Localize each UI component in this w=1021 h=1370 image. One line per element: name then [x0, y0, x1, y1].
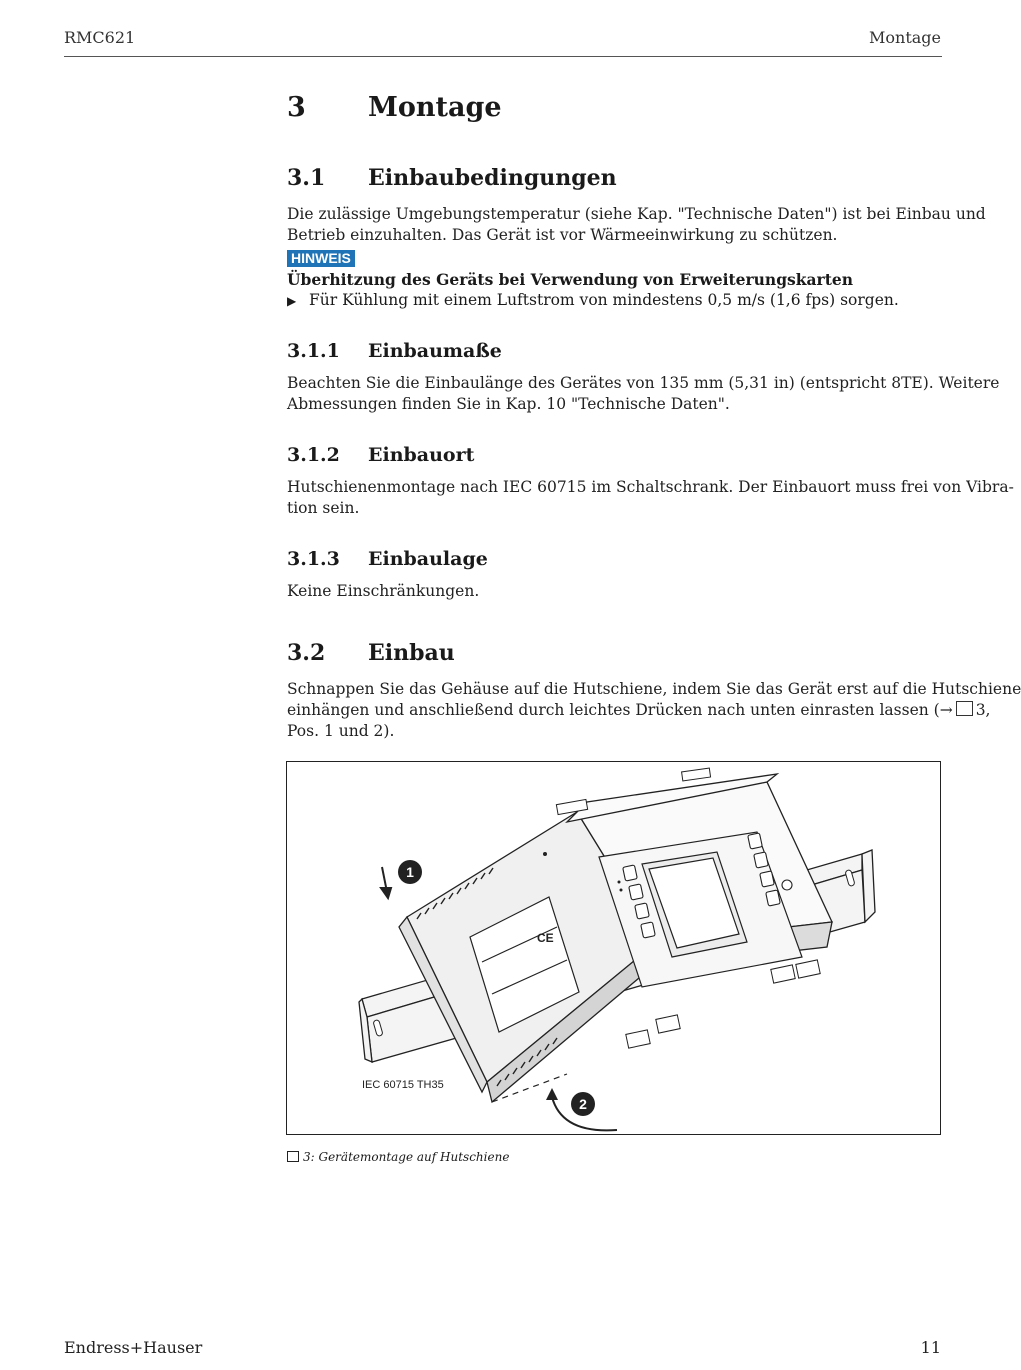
ce-mark: CE [537, 931, 554, 945]
section-title: Einbaulage [368, 548, 488, 570]
paragraph-line: Pos. 1 und 2). [287, 722, 395, 740]
section-title: Einbaumaße [368, 340, 502, 362]
section-heading-einbauort [287, 444, 474, 466]
chapter-title: Montage [368, 92, 502, 123]
section-number: 3.1.2 [287, 444, 340, 466]
marker-2: 2 [579, 1096, 587, 1112]
section-title: Einbaubedingungen [368, 165, 617, 191]
header-chapter: Montage [869, 28, 941, 47]
chapter-number: 3 [287, 92, 306, 123]
triangle-bullet-icon: ▶ [287, 294, 297, 308]
paragraph-einbaulage [287, 581, 942, 602]
section-heading-einbau [287, 640, 455, 666]
marker-1: 1 [406, 864, 414, 880]
section-number: 3.1 [287, 165, 326, 191]
header-rule [64, 56, 942, 57]
paragraph-line: Beachten Sie die Einbaulänge des Gerätes von 135 mm (5,31 in) (entspricht 8TE). Weitere [287, 374, 1000, 392]
paragraph-line: Keine Einschränkungen. [287, 582, 480, 600]
notice-bullet-text: Für Kühlung mit einem Luftstrom von mindestens 0,5 m/s (1,6 fps) sorgen. [309, 291, 899, 309]
section-heading-einbaulage [287, 548, 488, 570]
paragraph-line: Die zulässige Umgebungstemperatur (siehe Kap. "Technische Daten") ist bei Einbau und [287, 205, 986, 223]
rail-label: IEC 60715 TH35 [362, 1079, 444, 1091]
paragraph-text: einhängen und anschließend durch leichtes Drücken nach unten einrasten lassen (→ [287, 701, 953, 719]
footer-brand: Endress+Hauser [64, 1338, 203, 1357]
figure-reference-number[interactable]: 3, [975, 701, 991, 719]
paragraph-line: Betrieb einzuhalten. Das Gerät ist vor Wärmeeinwirkung zu schützen. [287, 226, 838, 244]
notice-badge: HINWEIS [287, 250, 355, 267]
section-heading-einbaubedingungen [287, 165, 617, 191]
paragraph-line: Hutschienenmontage nach IEC 60715 im Schaltschrank. Der Einbauort muss frei von Vibra- [287, 478, 1014, 496]
section-number: 3.1.1 [287, 340, 340, 362]
figure-reference-icon[interactable] [956, 701, 973, 716]
paragraph-einbau [287, 679, 1021, 742]
arrow-1-icon [381, 867, 391, 898]
figure-caption [287, 1150, 509, 1164]
notice-bullet [287, 291, 899, 309]
device-illustration [287, 762, 939, 1133]
figure-din-rail-mounting [286, 761, 941, 1135]
paragraph-einbauort [287, 477, 1014, 519]
section-number: 3.1.3 [287, 548, 340, 570]
paragraph-bedingungen [287, 204, 986, 246]
paragraph-line: Abmessungen finden Sie in Kap. 10 "Technische Daten". [287, 395, 730, 413]
section-heading-einbaumasse [287, 340, 502, 362]
paragraph-line: Schnappen Sie das Gehäuse auf die Hutschiene, indem Sie das Gerät erst auf die Hutschiene [287, 680, 1021, 698]
section-title: Einbau [368, 640, 455, 666]
paragraph-einbaumasse [287, 373, 1000, 415]
paragraph-line: tion sein. [287, 499, 360, 517]
notice-title: Überhitzung des Geräts bei Verwendung von Erweiterungskarten [287, 270, 853, 289]
chapter-heading [287, 92, 502, 123]
section-title: Einbauort [368, 444, 475, 466]
figure-icon [287, 1151, 299, 1162]
page-number: 11 [920, 1338, 941, 1357]
caption-text: 3: Gerätemontage auf Hutschiene [303, 1150, 510, 1164]
section-number: 3.2 [287, 640, 326, 666]
header-product: RMC621 [64, 28, 136, 47]
paragraph-line [287, 700, 991, 721]
